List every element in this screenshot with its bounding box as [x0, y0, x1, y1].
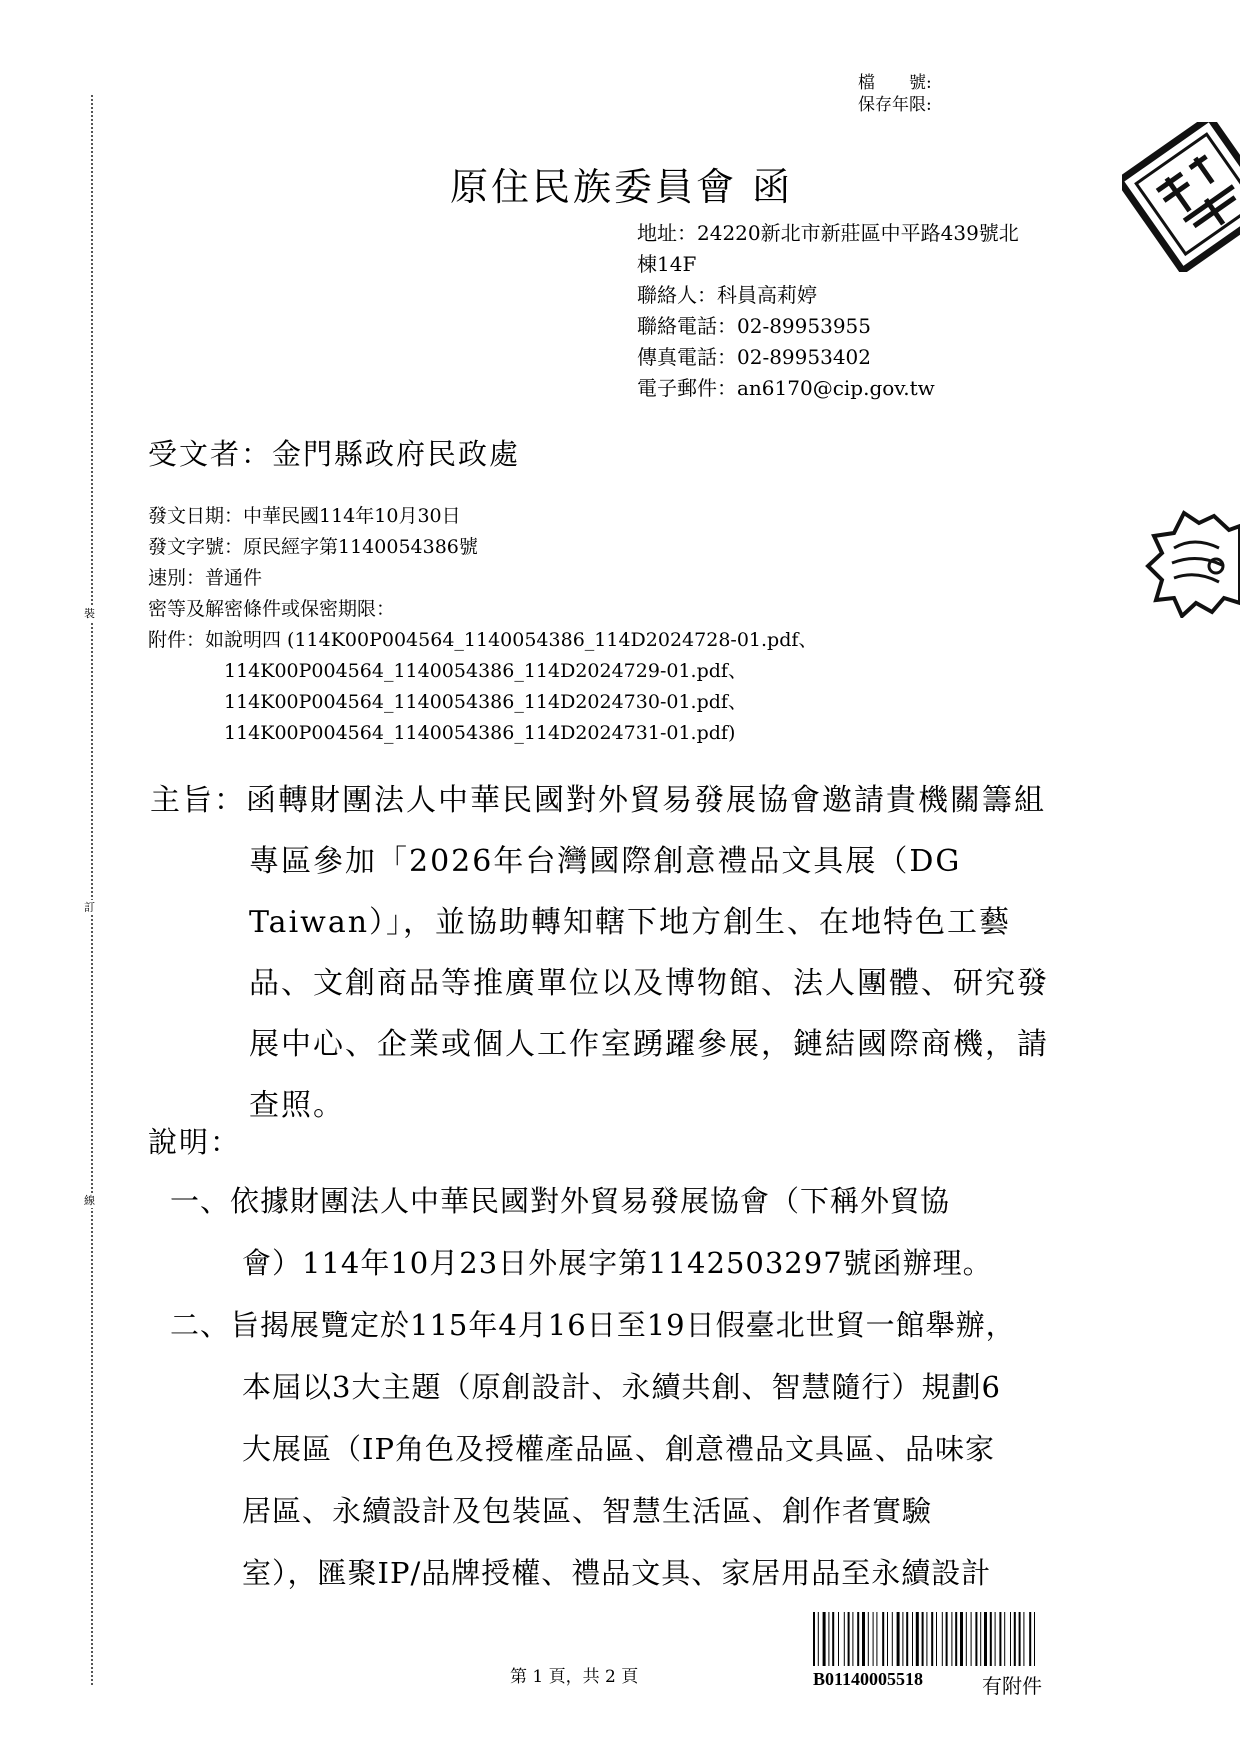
barcode-bar [1023, 1612, 1024, 1666]
subject-line: 查照。 [249, 1088, 345, 1123]
barcode-bar [823, 1612, 826, 1666]
barcode-bar [838, 1612, 839, 1666]
barcode-bar [960, 1612, 963, 1666]
barcode-bar [984, 1612, 987, 1666]
barcode-bar [971, 1612, 972, 1666]
fax-number: 傳真電話：02-89953402 [637, 345, 872, 369]
barcode-bar [1019, 1612, 1021, 1666]
explanation-line: 二、旨揭展覽定於115年4月16日至19日假臺北世貿一館舉辦， [170, 1308, 1016, 1342]
barcode-bar [916, 1612, 919, 1666]
binding-mark-ding: 訂 [84, 901, 95, 914]
barcode-bar [912, 1612, 913, 1666]
barcode-bar [828, 1612, 829, 1666]
barcode-bar [848, 1612, 850, 1666]
barcode-bar [942, 1612, 943, 1666]
barcode-bar [1010, 1612, 1011, 1666]
address-line-1: 地址：24220新北市新莊區中平路439號北 [637, 221, 1019, 245]
barcode-bar [951, 1612, 952, 1666]
explanation-line: 一、依據財團法人中華民國對外貿易發展協會（下稱外貿協 [170, 1184, 951, 1218]
official-seal-stamp [1122, 122, 1240, 272]
barcode-bar [852, 1612, 853, 1666]
barcode-bar [818, 1612, 819, 1666]
binding-mark-xian: 線 [84, 1194, 95, 1207]
explanation-heading: 說明： [148, 1125, 242, 1159]
barcode-bar [980, 1612, 981, 1666]
binding-dotted-line [91, 95, 93, 1685]
recipient: 受文者：金門縣政府民政處 [148, 437, 521, 471]
contact-person: 聯絡人：科員高莉婷 [637, 283, 817, 307]
address-line-2: 棟14F [637, 252, 697, 276]
barcode-bar [868, 1612, 869, 1666]
barcode-bar [844, 1612, 845, 1666]
explanation-line: 會）114年10月23日外展字第1142503297號函辦理。 [242, 1246, 993, 1280]
contact-phone: 聯絡電話：02-89953955 [637, 314, 872, 338]
barcode-bar [936, 1612, 937, 1666]
barcode-bar [813, 1612, 815, 1666]
subject-line: Taiwan）」，並協助轉知轄下地方創生、在地特色工藝 [249, 905, 1012, 940]
barcode-bar [832, 1612, 834, 1666]
explanation-section [170, 1170, 1016, 1604]
barcode-bar [892, 1612, 893, 1666]
barcode-bar [873, 1612, 874, 1666]
attachments-line-2: 114K00P004564_1140054386_114D2024729-01.pdf、 [224, 660, 747, 682]
file-header [858, 72, 932, 116]
subject-line: 主旨：函轉財團法人中華民國對外貿易發展協會邀請貴機關籌組 [150, 783, 1046, 818]
barcode-bar [975, 1612, 977, 1666]
barcode-bar [882, 1612, 884, 1666]
subject-line: 展中心、企業或個人工作室踴躍參展，鏈結國際商機，請 [249, 1027, 1049, 1062]
page-indicator: 第 1 頁，共 2 頁 [510, 1667, 639, 1687]
subject-section [150, 770, 1049, 1136]
delivery-speed: 速別：普通件 [148, 567, 263, 589]
secrecy-level: 密等及解密條件或保密期限： [148, 598, 396, 620]
barcode-bar [966, 1612, 967, 1666]
barcode-bar [1004, 1612, 1005, 1666]
binding-mark-zhuang: 裝 [84, 607, 95, 620]
perforation-seal-stamp [1144, 508, 1240, 618]
sender-info [637, 218, 1097, 404]
barcode-number: B01140005518 [813, 1669, 924, 1689]
barcode-bar [999, 1612, 1001, 1666]
barcode-bar [1029, 1612, 1031, 1666]
barcode-bar [922, 1612, 924, 1666]
attachments-line-1: 附件：如說明四 (114K00P004564_1140054386_114D2024728-01.pdf、 [148, 629, 818, 651]
barcode-bar [902, 1612, 903, 1666]
subject-line: 專區參加「2026年台灣國際創意禮品文具展（DG [249, 844, 962, 879]
barcode-bar [1034, 1612, 1035, 1666]
barcode-bar [1014, 1612, 1016, 1666]
barcode-bar [876, 1612, 877, 1666]
attachments-line-4: 114K00P004564_1140054386_114D2024731-01.pdf) [224, 722, 736, 744]
document-meta [148, 501, 817, 749]
explanation-line: 居區、永續設計及包裝區、智慧生活區、創作者實驗 [242, 1494, 933, 1528]
barcode-bar [862, 1612, 865, 1666]
subject-line: 品、文創商品等推廣單位以及博物館、法人團體、研究發 [249, 966, 1049, 1001]
barcode-bar [946, 1612, 948, 1666]
barcode-bar [887, 1612, 888, 1666]
document-title: 原住民族委員會 函 [450, 165, 794, 209]
barcode-bar [995, 1612, 996, 1666]
barcode-bar [990, 1612, 992, 1666]
explanation-line: 本屆以3大主題（原創設計、永續共創、智慧隨行）規劃6 [242, 1370, 1001, 1404]
barcode-bar [857, 1612, 859, 1666]
barcode [813, 1612, 1087, 1666]
explanation-line: 室），匯聚IP/品牌授權、禮品文具、家居用品至永續設計 [242, 1556, 992, 1590]
attachment-flag: 有附件 [982, 1674, 1042, 1698]
email-address: 電子郵件：an6170@cip.gov.tw [637, 376, 935, 400]
retention-label: 保存年限: [858, 95, 932, 115]
issue-date: 發文日期：中華民國114年10月30日 [148, 505, 461, 527]
barcode-bar [926, 1612, 927, 1666]
barcode-bar [955, 1612, 957, 1666]
explanation-line: 大展區（IP角色及授權產品區、創意禮品文具區、品味家 [242, 1432, 995, 1466]
file-number-label: 檔 號: [858, 73, 932, 93]
barcode-bar [931, 1612, 933, 1666]
barcode-bar [897, 1612, 900, 1666]
attachments-line-3: 114K00P004564_1140054386_114D2024730-01.pdf、 [224, 691, 747, 713]
barcode-bar [906, 1612, 908, 1666]
document-number: 發文字號：原民經字第1140054386號 [148, 536, 478, 558]
